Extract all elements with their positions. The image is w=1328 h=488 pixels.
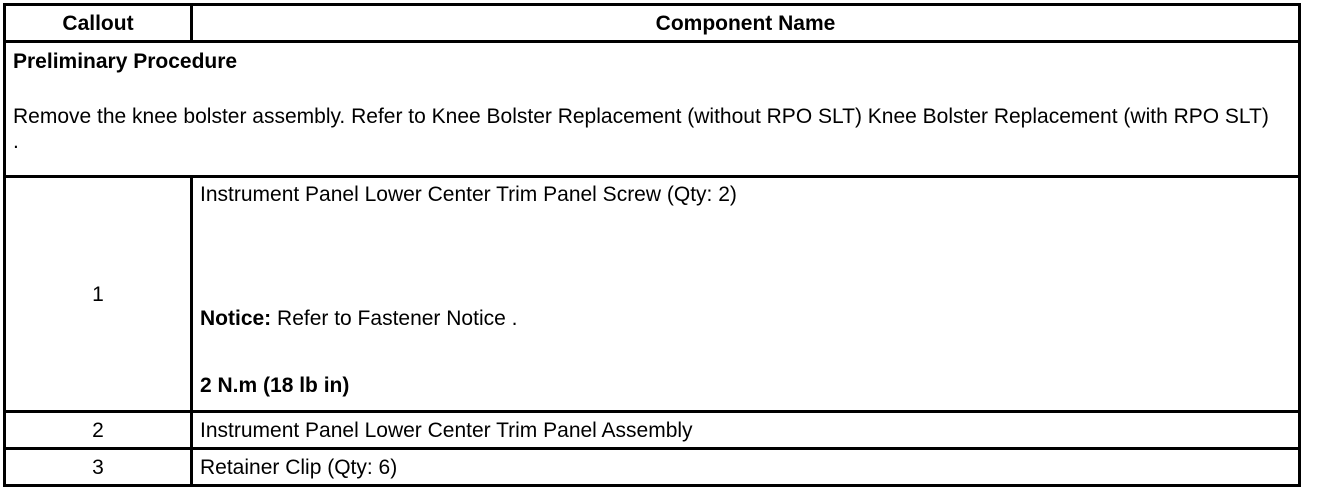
notice-text: Refer to Fastener Notice . (271, 307, 518, 330)
component-cell (192, 177, 1300, 412)
callout-cell: 1 (5, 177, 192, 412)
notice-label: Notice: (200, 307, 272, 330)
table-row (5, 449, 1300, 486)
header-row (5, 5, 1300, 42)
callout-cell: 3 (5, 449, 192, 486)
callout-cell: 2 (5, 412, 192, 449)
procedure-table (3, 3, 1301, 487)
preliminary-row (5, 42, 1300, 177)
component-name: Instrument Panel Lower Center Trim Panel Screw (Qty: 2) (200, 183, 737, 206)
table-row (5, 177, 1300, 412)
table-row (5, 412, 1300, 449)
preliminary-text: Remove the knee bolster assembly. Refer to Knee Bolster Replacement (without RPO SLT) Knee Bolster Replacement (with RPO SLT) . (13, 105, 1269, 153)
component-name-header: Component Name (192, 5, 1300, 42)
notice-line (200, 306, 1298, 331)
preliminary-cell (5, 42, 1300, 177)
callout-header: Callout (5, 5, 192, 42)
component-name: Instrument Panel Lower Center Trim Panel Assembly (192, 412, 1300, 449)
component-name: Retainer Clip (Qty: 6) (192, 449, 1300, 486)
torque-spec: 2 N.m (18 lb in) (200, 374, 350, 397)
preliminary-title: Preliminary Procedure (13, 50, 238, 73)
